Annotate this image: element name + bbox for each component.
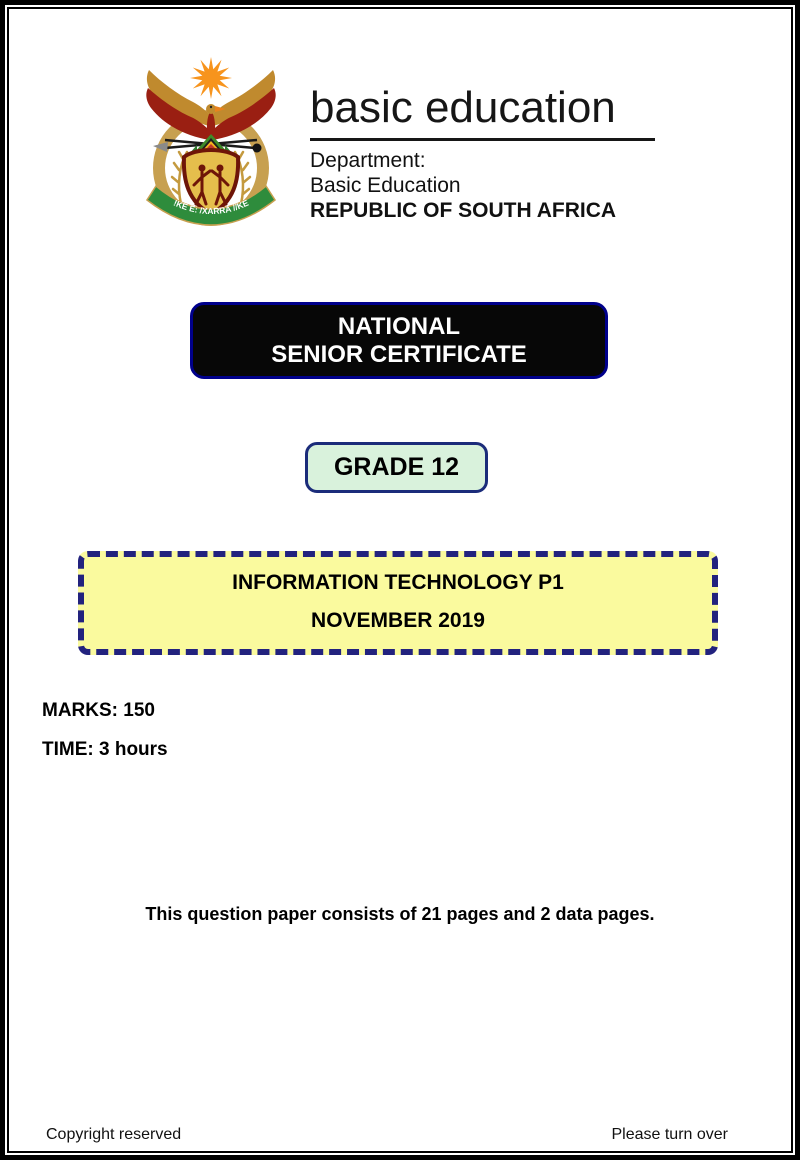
country-name: REPUBLIC OF SOUTH AFRICA — [310, 199, 617, 222]
sun-rays — [190, 57, 232, 99]
turn-over-notice: Please turn over — [611, 1126, 728, 1143]
masthead — [310, 84, 670, 223]
exam-session: NOVEMBER 2019 — [311, 609, 485, 632]
department-label: Department: — [310, 149, 426, 172]
marks-line: MARKS: 150 — [42, 700, 155, 721]
wordmark-underline — [310, 138, 655, 141]
certificate-banner — [190, 302, 608, 379]
motto-text: !KE E: /XARRA //KE — [172, 197, 250, 217]
grade-label: GRADE 12 — [333, 453, 460, 481]
page-count-note: This question paper consists of 21 pages and 2 data pages. — [145, 904, 655, 924]
certificate-line2: SENIOR CERTIFICATE — [271, 340, 527, 368]
south-africa-coat-of-arms-icon — [130, 54, 292, 244]
wordmark: basic education — [310, 83, 616, 132]
certificate-line1: NATIONAL — [337, 312, 461, 340]
copyright-notice: Copyright reserved — [46, 1126, 182, 1143]
time-line: TIME: 3 hours — [42, 739, 168, 760]
department-name: Basic Education — [310, 174, 461, 197]
exam-title: INFORMATION TECHNOLOGY P1 — [232, 571, 564, 594]
exam-title-box — [78, 551, 718, 655]
grade-badge — [305, 442, 488, 493]
